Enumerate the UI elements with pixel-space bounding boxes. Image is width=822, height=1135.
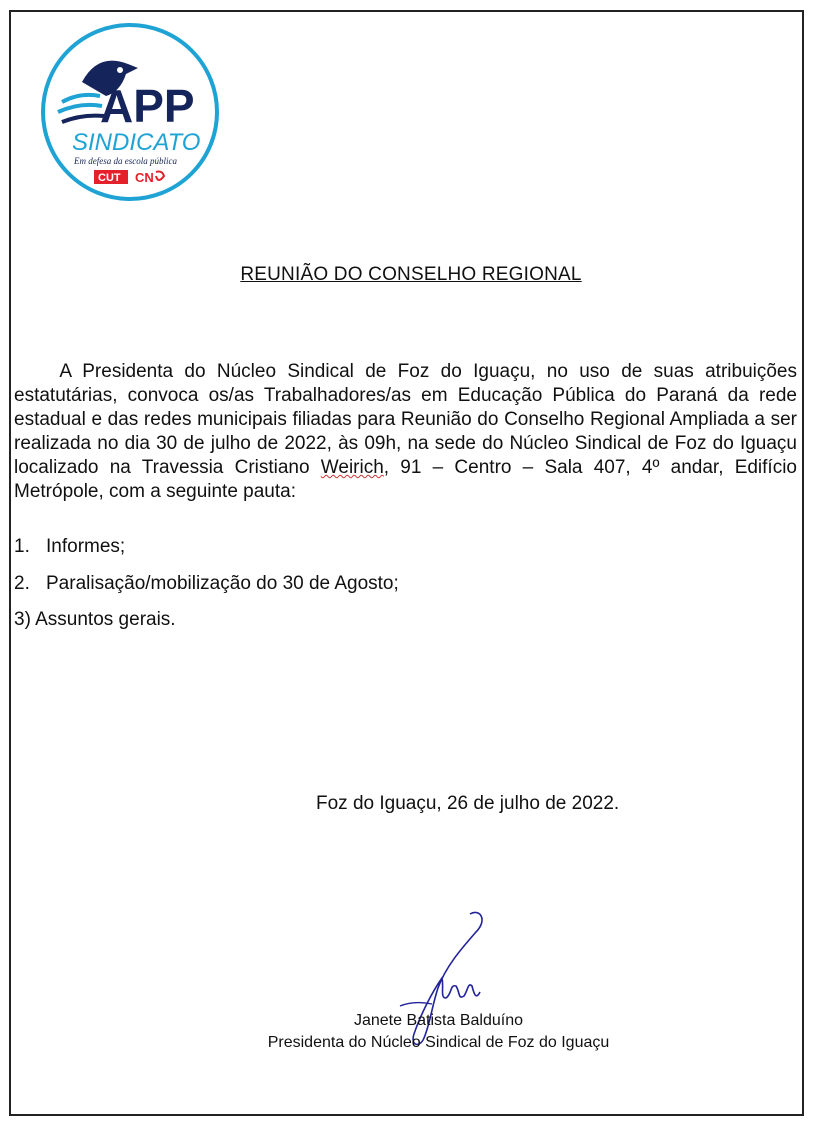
svg-text:APP: APP: [100, 80, 195, 132]
convocation-paragraph: A Presidenta do Núcleo Sindical de Foz do Iguaçu, no uso de suas atribuições estatutárias, convoca os/as Trabalhadores/as em Educação Pública do Paraná da rede estadual e das redes municipais filiadas para Reunião do Conselho Regional Ampliada a ser realizada no dia 30 de julho de 2022, às 09h, na sede do Núcleo Sindical de Foz do Iguaçu localizado na Travessia Cristiano Weirich, 91 – Centro – Sala 407, 4º andar, Edifício Metrópole, com a seguinte pauta:: [14, 361, 797, 502]
svg-text:Em defesa da escola pública: Em defesa da escola pública: [74, 156, 177, 166]
agenda-item-3: 3) Assuntos gerais.: [14, 609, 176, 630]
agenda-item-1: 1. Informes;: [14, 536, 126, 557]
svg-text:SINDICATO: SINDICATO: [72, 129, 201, 156]
signatory-name: Janete Batista Balduíno: [353, 1012, 523, 1029]
agenda-item-2: 2. Paralisação/mobilização do 30 de Agosto;: [14, 573, 399, 594]
document-title: REUNIÃO DO CONSELHO REGIONAL: [240, 264, 582, 285]
svg-text:CN: CN: [135, 170, 154, 185]
place-date: Foz do Iguaçu, 26 de julho de 2022.: [316, 793, 620, 814]
app-sindicato-logo: [40, 22, 220, 202]
signatory-role: Presidenta do Núcleo Sindical de Foz do Iguaçu: [267, 1034, 610, 1051]
svg-text:CUT: CUT: [98, 172, 121, 184]
